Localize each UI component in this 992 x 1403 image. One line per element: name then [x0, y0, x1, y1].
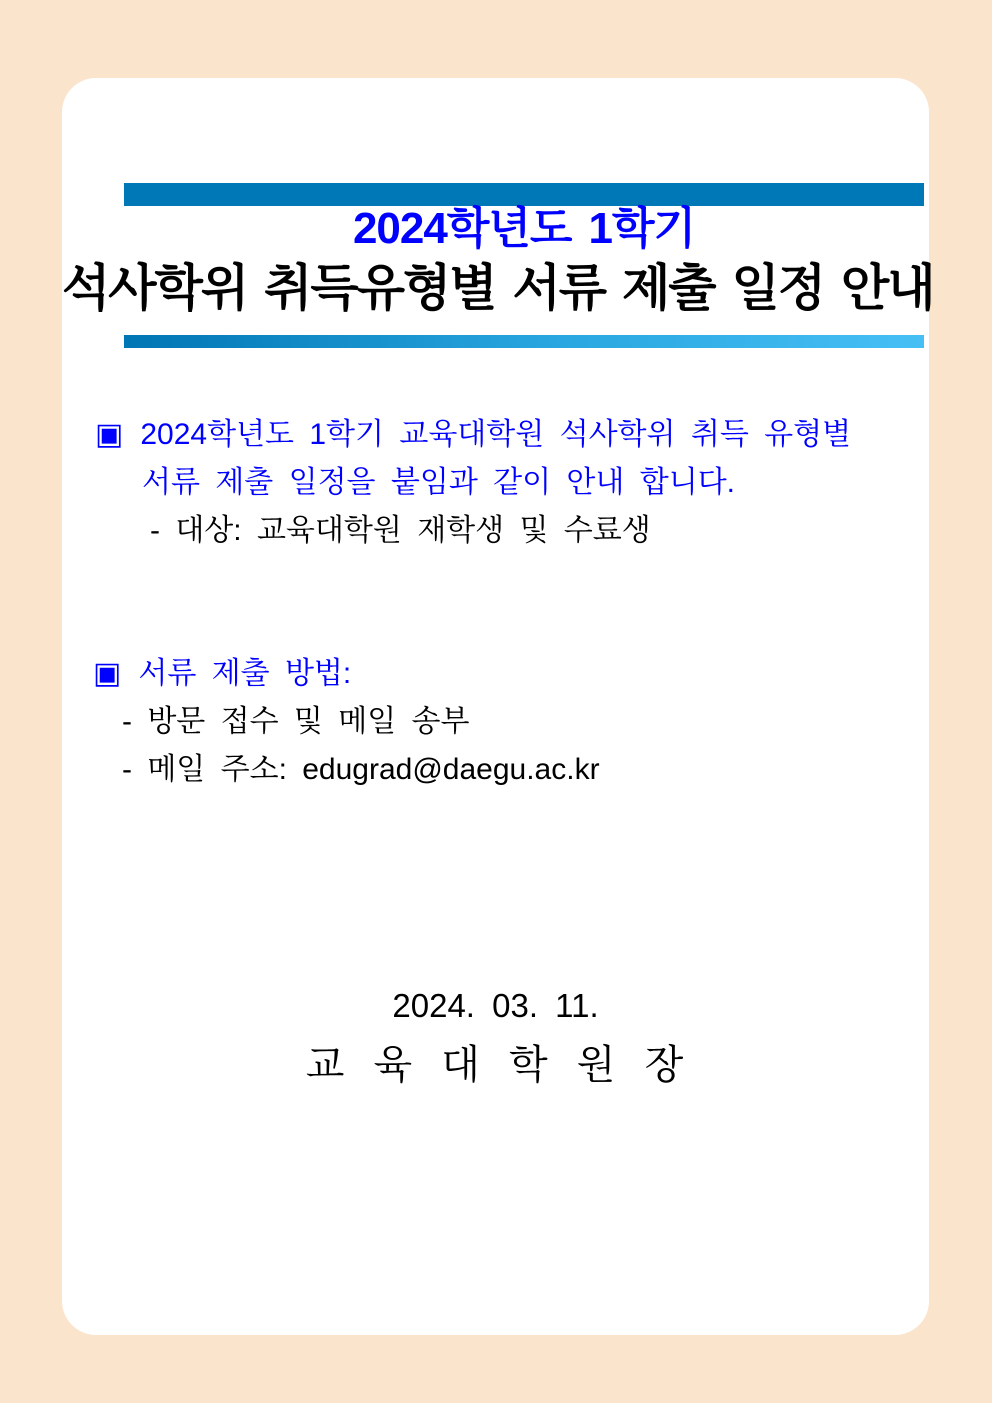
section1-line2: 서류 제출 일정을 붙임과 같이 안내 합니다. [142, 466, 736, 499]
section2-email-line: - 메일 주소: edugrad@daegu.ac.kr [122, 753, 600, 786]
notice-card [62, 78, 934, 1335]
notice-signer: 교 육 대 학 원 장 [305, 1043, 686, 1087]
notice-title-main: 석사학위 취득유형별 서류 제출 일정 안내 [62, 260, 934, 316]
header-bottom-gradient-bar [124, 335, 924, 348]
section2-method-line: - 방문 접수 및 메일 송부 [122, 705, 470, 738]
section1-line1: 2024학년도 1학기 교육대학원 석사학위 취득 유형별 [140, 418, 852, 451]
notice-date: 2024. 03. 11. [392, 987, 599, 1024]
section2-line1: 서류 제출 방법: [138, 657, 352, 690]
section1-heading-row [95, 417, 851, 453]
section2-heading-row [93, 656, 351, 692]
square-bullet-icon: ▣ [93, 657, 122, 690]
square-bullet-icon: ▣ [95, 418, 124, 451]
notice-title-semester: 2024학년도 1학기 [352, 204, 696, 253]
section1-target-line: - 대상: 교육대학원 재학생 및 수료생 [150, 514, 651, 547]
